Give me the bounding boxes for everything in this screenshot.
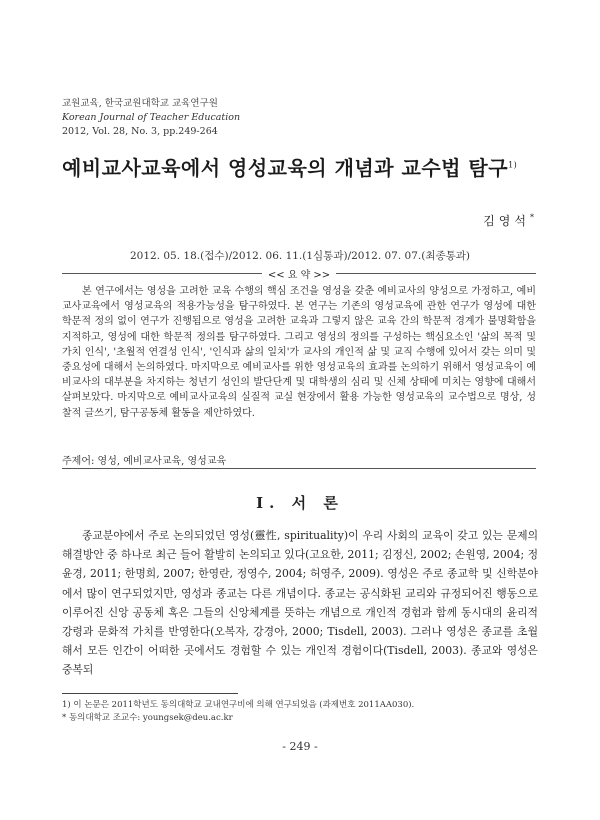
paper-title-text: 예비교사교육에서 영성교육의 개념과 교수법 탐구: [62, 156, 509, 180]
footnote-funding: 1) 이 논문은 2011학년도 동의대학교 교내연구비에 의해 연구되었음 (과제번호 2011AA030).: [62, 700, 415, 710]
paper-title: [62, 152, 517, 181]
abstract-text: 본 연구에서는 영성을 고려한 교육 수행의 핵심 조건을 영성을 갖춘 예비교사의 양성으로 가정하고, 예비교사교육에서 영성교육의 적용가능성을 탐구하였다. 본 연구는 기존의 영성교육에 관한 연구가 영성에 대한 학문적 정의 없이 연구가 진행됨으로 영성을 고려한 교육과 그렇지 않은 교육 간의 학문적 경계가 불명확함을 지적하고, 영성에 대한 학문적 정의를 탐구하였다. 그리고 영성의 정의를 구성하는 핵심요소인 '삶의 목적 및 가치 인식', '초월적 연결성 인식', '인식과 삶의 일치'가 교사의 개인적 삶 및 교직 수행에 있어서 갖는 의미 및 중요성에 대해서 논의하였다. 마지막으로 예비교사를 위한 영성교육의 효과를 논의하기 위해서 영성교육이 예비교사의 대부분을 차지하는 청년기 성인의 발단단계 및 대학생의 심리 및 신체 상태에 미치는 영향에 대해서 살펴보았다. 마지막으로 예비교사교육의 실질적 교실 현장에서 활용 가능한 영성교육의 교수법으로 명상, 성찰적 글쓰기, 탐구공동체 활동을 제안하였다.: [62, 286, 536, 419]
footnote-divider: [62, 693, 238, 694]
footnote-author: * 동의대학교 조교수: youngsek@deu.ac.kr: [62, 713, 233, 723]
author: [483, 212, 534, 229]
abstract-header-rule-right: [336, 273, 536, 274]
body-paragraph: 종교분야에서 주로 논의되었던 영성(靈性, spirituality)이 우리 사회의 교육이 갖고 있는 문제의 해결방안 중 하나로 최근 들어 활발히 논의되고 있다(고요한, 2011; 김정신, 2002; 손원영, 2004; 정윤경, 2011; 한명희, 2007; 한영란, 정영수, 2004; 허영주, 2009). 영성은 주로 종교학 및 신학분야에서 많이 연구되었지만, 영성과 종교는 다른 개념이다. 종교는 공식화된 교리와 규정되어진 행동으로 이루어진 신앙 공동체 혹은 그들의 신앙체계를 뜻하는 개념으로 개인적 경험과 함께 동시대의 윤리적 강령과 문화적 가치를 반영한다(오복자, 강경아, 2000; Tisdell, 2003). 그러나 영성은 종교를 초월해서 모든 인간이 어떠한 곳에서도 경험할 수 있는 개인적 경험이다(Tisdell, 2003). 종교와 영성은 중복되: [62, 529, 538, 677]
journal-info: [62, 97, 240, 139]
abstract-header-rule-left: [62, 273, 262, 274]
abstract-label: << 요 약 >>: [264, 270, 334, 281]
section-heading: Ⅰ. 서 론: [256, 494, 344, 512]
journal-volume: 2012, Vol. 28, No. 3, pp.249-264: [62, 126, 218, 137]
journal-publisher: 교원교육, 한국교원대학교 교육연구원: [62, 98, 218, 109]
author-footnote-marker: *: [530, 213, 534, 222]
review-dates: 2012. 05. 18.(접수)/2012. 06. 11.(1심통과)/2012. 07. 07.(최종통과): [129, 250, 470, 262]
title-footnote-marker: 1): [508, 160, 518, 170]
keywords: 주제어: 영성, 예비교사교육, 영성교육: [62, 456, 227, 467]
journal-name: Korean Journal of Teacher Education: [62, 112, 241, 123]
keywords-divider: [62, 468, 536, 469]
abstract-header: [62, 266, 536, 280]
page-number: - 249 -: [282, 740, 318, 753]
author-name: 김영석: [483, 214, 530, 228]
